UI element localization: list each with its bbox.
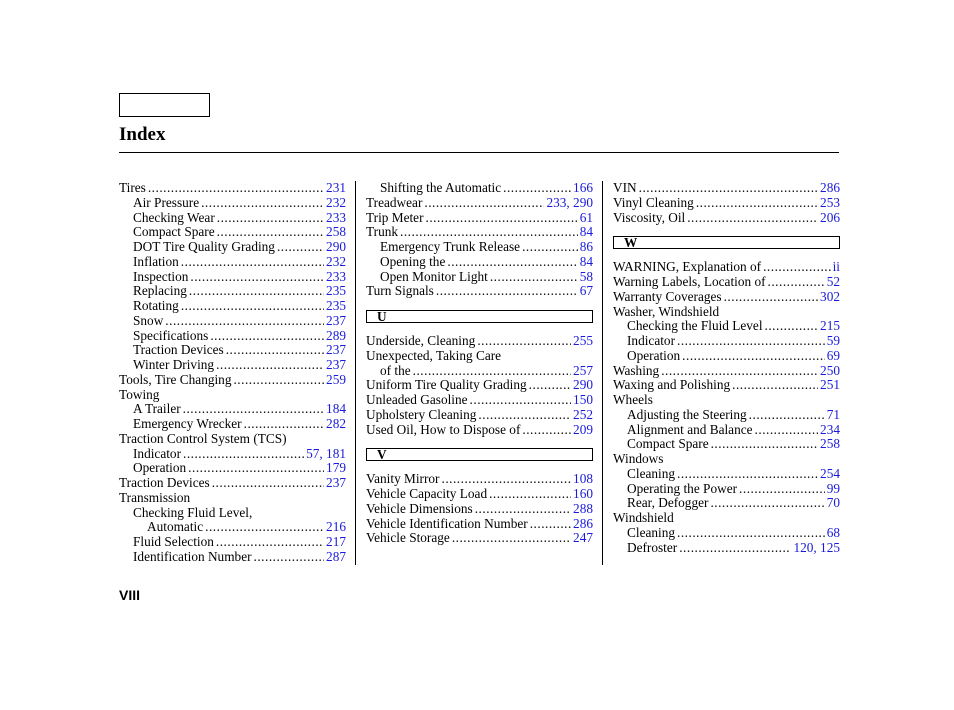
dot-leader [205, 520, 324, 535]
entry-label: A Trailer [133, 402, 181, 417]
index-entry [119, 520, 346, 535]
page-reference-link[interactable]: 179 [326, 461, 346, 476]
page-reference-link[interactable]: 233 [326, 210, 346, 225]
entry-label: Alignment and Balance [627, 422, 753, 437]
page-reference-link[interactable]: 287 [326, 549, 346, 564]
entry-label: Waxing and Polishing [613, 378, 731, 393]
entry-label: Compact Spare [627, 437, 709, 452]
entry-label: Tires [119, 181, 146, 195]
entry-label: Vehicle Capacity Load [366, 487, 488, 501]
index-entry [613, 305, 840, 320]
page-reference-link[interactable]: 67 [579, 284, 593, 299]
page-reference-link[interactable]: 290 [326, 240, 346, 254]
page-reference-link[interactable]: 302 [820, 289, 840, 304]
entry-label: Adjusting the Steering [627, 407, 747, 422]
index-entry [613, 181, 840, 196]
index-entry [119, 491, 346, 506]
entry-label: Traction Devices [133, 343, 224, 358]
dot-leader [183, 402, 324, 417]
page-reference-link[interactable]: 209 [573, 422, 593, 437]
page-reference-link[interactable]: 237 [326, 358, 346, 372]
entry-label: Replacing [133, 284, 187, 299]
dot-leader [277, 240, 324, 255]
dot-leader [732, 378, 818, 393]
page-reference-link[interactable]: 234 [820, 422, 840, 437]
entry-label: Identification Number [133, 549, 252, 564]
entry-label: Underside, Cleaning [366, 334, 476, 348]
entry-label: Unleaded Gasoline [366, 393, 468, 407]
page-reference-link[interactable]: 166 [573, 181, 593, 195]
dot-leader [217, 211, 324, 226]
dot-leader [522, 240, 578, 255]
index-entry [613, 275, 840, 290]
index-entry [613, 364, 840, 379]
index-entry [119, 461, 346, 476]
index-entry [119, 373, 346, 388]
entry-label: Compact Spare [133, 225, 215, 240]
index-column-1 [119, 181, 346, 565]
index-entry [366, 225, 593, 240]
page-reference-link[interactable]: 150 [573, 393, 593, 407]
dot-leader [216, 535, 324, 550]
page-reference-link[interactable]: 70 [826, 496, 840, 511]
page-reference-link[interactable]: 61 [579, 210, 593, 225]
entry-label: Vehicle Storage [366, 531, 450, 546]
index-entry [366, 270, 593, 285]
index-entry [613, 334, 840, 349]
title-rule [119, 152, 839, 153]
page-reference-link[interactable]: 52 [826, 275, 840, 289]
dot-leader [687, 211, 818, 226]
entry-label: Checking Wear [133, 210, 215, 225]
entry-label: Opening the [380, 254, 446, 269]
page-number: VIII [119, 587, 141, 603]
index-entry [613, 511, 840, 526]
dot-leader [755, 423, 819, 438]
entry-label: Warranty Coverages [613, 289, 722, 304]
index-entry [119, 314, 346, 329]
index-entry [366, 364, 593, 379]
index-entry [119, 535, 346, 550]
page-reference-link[interactable]: 247 [573, 531, 593, 546]
entry-label: Checking the Fluid Level [627, 319, 763, 334]
page-reference-link[interactable]: 231 [326, 181, 346, 195]
index-entry [366, 240, 593, 255]
index-entry [119, 181, 346, 196]
entry-label: Upholstery Cleaning [366, 407, 477, 422]
entry-label: Windows [613, 452, 664, 466]
dot-leader [400, 225, 578, 240]
index-entry [613, 378, 840, 393]
dot-leader [489, 487, 571, 502]
dot-leader [413, 364, 571, 379]
index-entry [613, 211, 840, 226]
index-entry [366, 284, 593, 299]
entry-label: Vehicle Identification Number [366, 516, 528, 531]
page-reference-link[interactable]: 215 [820, 319, 840, 334]
entry-label: Vehicle Dimensions [366, 501, 473, 516]
page-reference-link[interactable]: 258 [820, 437, 840, 452]
page-reference-link[interactable]: 235 [326, 284, 346, 299]
page-reference-link[interactable]: 282 [326, 417, 346, 431]
index-entry [613, 452, 840, 467]
dot-leader [711, 437, 818, 452]
page-reference-link[interactable]: 254 [820, 466, 840, 481]
page-reference-link[interactable]: 233, 290 [546, 195, 593, 210]
entry-label: Washer, Windshield [613, 304, 720, 319]
index-entry [366, 472, 593, 487]
index-entry [613, 496, 840, 511]
dot-leader [244, 417, 324, 432]
dot-leader [183, 447, 304, 462]
entry-label: Treadwear [366, 195, 423, 210]
entry-label: Defroster [627, 540, 678, 555]
dot-leader [529, 378, 571, 393]
dot-leader [765, 319, 819, 334]
entry-label: Specifications [133, 328, 209, 343]
letter-header: U [366, 310, 593, 323]
dot-leader [424, 196, 544, 211]
dot-leader [165, 314, 324, 329]
index-entry [613, 408, 840, 423]
index-entry [119, 417, 346, 432]
dot-leader [254, 550, 325, 565]
entry-label: Transmission [119, 490, 191, 505]
entry-label: Tools, Tire Changing [119, 372, 232, 387]
page-reference-link[interactable]: 216 [326, 520, 346, 535]
page-reference-link[interactable]: ii [832, 260, 840, 275]
page-reference-link[interactable]: 84 [579, 254, 593, 269]
page-reference-link[interactable]: 286 [573, 516, 593, 531]
index-entry [366, 531, 593, 546]
entry-label: Emergency Wrecker [133, 417, 242, 431]
index-entry [613, 482, 840, 497]
entry-label: Vinyl Cleaning [613, 195, 694, 210]
column-divider [602, 181, 603, 565]
entry-label: Snow [133, 313, 164, 328]
entry-label: Trunk [366, 225, 399, 240]
entry-label: Cleaning [627, 525, 676, 540]
entry-label: Operation [133, 461, 187, 476]
entry-label: Shifting the Automatic [380, 181, 502, 195]
section-tab-box [119, 93, 210, 117]
page-reference-link[interactable]: 251 [820, 378, 840, 393]
dot-leader [724, 290, 818, 305]
entry-label: Indicator [133, 446, 181, 461]
page-reference-link[interactable]: 250 [820, 363, 840, 378]
dot-leader [677, 467, 818, 482]
page-reference-link[interactable]: 232 [326, 254, 346, 269]
entry-label: Operation [627, 348, 681, 363]
dot-leader [181, 255, 324, 270]
dot-leader [749, 408, 825, 423]
entry-label: Uniform Tire Quality Grading [366, 378, 527, 393]
page-reference-link[interactable]: 235 [326, 299, 346, 313]
dot-leader [212, 476, 324, 491]
index-entry [119, 211, 346, 226]
dot-leader [477, 334, 571, 349]
dot-leader [189, 284, 324, 299]
index-entry [613, 196, 840, 211]
entry-label: Automatic [147, 520, 204, 535]
dot-leader [447, 255, 577, 270]
page-reference-link[interactable]: 71 [826, 407, 840, 422]
dot-leader [661, 364, 818, 379]
page-reference-link[interactable]: 160 [573, 487, 593, 501]
dot-leader [522, 423, 571, 438]
dot-leader [148, 181, 324, 196]
dot-leader [216, 358, 324, 373]
page-reference-link[interactable]: 58 [579, 269, 593, 284]
entry-label: Windshield [613, 511, 674, 525]
entry-label: Traction Devices [119, 476, 210, 490]
index-entry [366, 502, 593, 517]
dot-leader [226, 343, 324, 358]
index-entry [613, 526, 840, 541]
dot-leader [677, 334, 825, 349]
dot-leader [768, 275, 825, 290]
index-entry [613, 437, 840, 452]
index-entry [613, 541, 840, 556]
page-reference-link[interactable]: 217 [326, 535, 346, 549]
index-entry [613, 290, 840, 305]
dot-leader [442, 472, 572, 487]
dot-leader [679, 541, 791, 556]
page-reference-link[interactable]: 84 [579, 225, 593, 240]
index-entry [366, 181, 593, 196]
dot-leader [188, 461, 324, 476]
page-reference-link[interactable]: 184 [326, 402, 346, 417]
page-reference-link[interactable]: 206 [820, 210, 840, 225]
page-reference-link[interactable]: 59 [826, 334, 840, 348]
index-entry [119, 343, 346, 358]
dot-leader [503, 181, 571, 196]
entry-label: VIN [613, 181, 637, 195]
letter-header: W [613, 236, 840, 249]
index-entry [366, 517, 593, 532]
index-entry [119, 284, 346, 299]
page-reference-link[interactable]: 69 [826, 348, 840, 363]
page-reference-link[interactable]: 253 [820, 195, 840, 210]
page-reference-link[interactable]: 252 [573, 407, 593, 422]
entry-label: Rotating [133, 299, 179, 313]
index-entry [366, 378, 593, 393]
dot-leader [210, 329, 324, 344]
dot-leader [710, 496, 824, 511]
page-reference-link[interactable]: 259 [326, 372, 346, 387]
index-entry [366, 408, 593, 423]
entry-label: Viscosity, Oil [613, 210, 686, 225]
entry-label: Turn Signals [366, 284, 434, 299]
entry-label: Unexpected, Taking Care [366, 348, 502, 363]
entry-label: DOT Tire Quality Grading [133, 240, 275, 254]
entry-label: Fluid Selection [133, 535, 214, 549]
index-entry [119, 196, 346, 211]
index-entry [119, 432, 346, 447]
entry-label: Used Oil, How to Dispose of [366, 422, 521, 437]
index-entry [366, 334, 593, 349]
entry-label: Rear, Defogger [627, 496, 709, 511]
entry-label: Indicator [627, 334, 675, 348]
page-reference-link[interactable]: 237 [326, 313, 346, 328]
dot-leader [233, 373, 324, 388]
entry-label: Inflation [133, 254, 179, 269]
page-reference-link[interactable]: 257 [573, 363, 593, 378]
entry-label: of the [380, 363, 411, 378]
page-reference-link[interactable]: 120, 125 [793, 540, 840, 555]
index-entry [613, 393, 840, 408]
entry-label: Open Monitor Light [380, 269, 488, 284]
index-column-2 [366, 181, 593, 546]
index-entry [119, 506, 346, 521]
dot-leader [696, 196, 818, 211]
dot-leader [763, 260, 831, 275]
dot-leader [682, 349, 825, 364]
index-entry [366, 255, 593, 270]
page-reference-link[interactable]: 232 [326, 195, 346, 210]
dot-leader [478, 408, 571, 423]
entry-label: Traction Control System (TCS) [119, 431, 287, 446]
dot-leader [190, 270, 324, 285]
index-entry [366, 393, 593, 408]
page-reference-link[interactable]: 289 [326, 328, 346, 343]
entry-label: Towing [119, 387, 160, 402]
entry-label: Air Pressure [133, 195, 200, 210]
letter-header: V [366, 448, 593, 461]
index-entry [366, 487, 593, 502]
entry-label: Operating the Power [627, 481, 738, 496]
entry-label: Wheels [613, 393, 653, 407]
index-entry [119, 225, 346, 240]
entry-label: Washing [613, 363, 660, 378]
page-title: Index [119, 124, 166, 145]
index-entry [613, 260, 840, 275]
page-reference-link[interactable]: 290 [573, 378, 593, 393]
entry-label: Cleaning [627, 466, 676, 481]
page-reference-link[interactable]: 99 [826, 481, 840, 496]
page-reference-link[interactable]: 258 [326, 225, 346, 240]
dot-leader [490, 270, 578, 285]
index-entry [613, 423, 840, 438]
index-column-3 [613, 181, 840, 555]
dot-leader [436, 284, 578, 299]
index-entry [119, 550, 346, 565]
page-reference-link[interactable]: 68 [826, 525, 840, 540]
entry-label: Warning Labels, Location of [613, 275, 766, 289]
entry-label: Winter Driving [133, 358, 215, 372]
dot-leader [426, 211, 578, 226]
dot-leader [201, 196, 324, 211]
index-entry [119, 358, 346, 373]
index-entry [119, 240, 346, 255]
index-entry [119, 447, 346, 462]
page-reference-link[interactable]: 288 [573, 501, 593, 516]
index-entry [119, 299, 346, 314]
page-reference-link[interactable]: 237 [326, 476, 346, 490]
index-entry [119, 476, 346, 491]
index-entry [119, 270, 346, 285]
dot-leader [639, 181, 818, 196]
index-entry [366, 349, 593, 364]
dot-leader [181, 299, 324, 314]
entry-label: WARNING, Explanation of [613, 260, 762, 275]
index-entry [613, 467, 840, 482]
page-reference-link[interactable]: 286 [820, 181, 840, 195]
dot-leader [217, 225, 324, 240]
page-reference-link[interactable]: 108 [573, 472, 593, 487]
page-reference-link[interactable]: 86 [579, 240, 593, 254]
page-reference-link[interactable]: 255 [573, 334, 593, 348]
entry-label: Checking Fluid Level, [133, 505, 253, 520]
index-entry [613, 349, 840, 364]
page-reference-link[interactable]: 57, 181 [306, 446, 346, 461]
index-entry [613, 319, 840, 334]
entry-label: Trip Meter [366, 210, 424, 225]
dot-leader [452, 531, 571, 546]
column-divider [355, 181, 356, 565]
dot-leader [739, 482, 825, 497]
index-entry [366, 211, 593, 226]
page-reference-link[interactable]: 237 [326, 343, 346, 358]
index-entry [119, 329, 346, 344]
index-entry [119, 255, 346, 270]
index-entry [366, 196, 593, 211]
page-reference-link[interactable]: 233 [326, 269, 346, 284]
dot-leader [530, 517, 571, 532]
index-entry [366, 423, 593, 438]
index-entry [119, 388, 346, 403]
entry-label: Emergency Trunk Release [380, 240, 521, 254]
entry-label: Vanity Mirror [366, 472, 440, 487]
entry-label: Inspection [133, 269, 189, 284]
dot-leader [677, 526, 825, 541]
dot-leader [470, 393, 572, 408]
index-entry [119, 402, 346, 417]
dot-leader [475, 502, 571, 517]
